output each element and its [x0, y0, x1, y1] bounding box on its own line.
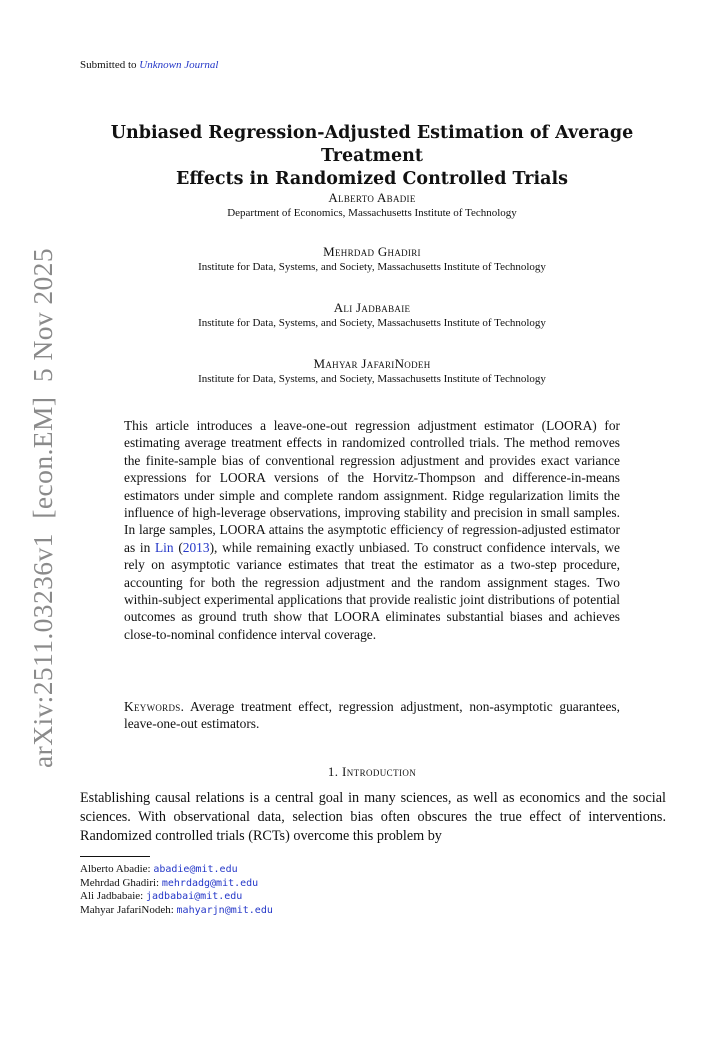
- author-footnotes: [80, 863, 273, 917]
- arxiv-id-text: arXiv:2511.03236v1 [econ.EM] 5 Nov 2025: [28, 257, 58, 768]
- footnote-line: [80, 890, 273, 904]
- submitted-prefix: Submitted to: [80, 59, 140, 71]
- footnote-name: Mahyar JafariNodeh:: [80, 903, 177, 916]
- author-affiliation: Institute for Data, Systems, and Society, Massachusetts Institute of Technology: [198, 261, 546, 273]
- author-block-1: [80, 190, 664, 220]
- author-affiliation: Institute for Data, Systems, and Society, Massachusetts Institute of Technology: [198, 373, 546, 385]
- author-name: Mahyar JafariNodeh: [313, 356, 431, 371]
- footnote-line: [80, 863, 273, 877]
- keywords-text: . Average treatment effect, regression adjustment, non-asymptotic guarantees, leave-one-out estimators.: [124, 699, 620, 732]
- keywords: [124, 698, 620, 733]
- email-link[interactable]: abadie@mit.edu: [153, 864, 238, 875]
- section-number: 1.: [327, 764, 339, 779]
- footnote-line: [80, 904, 273, 918]
- title-line-1: Unbiased Regression-Adjusted Estimation of Average Treatment: [110, 123, 634, 166]
- abstract-text-part-2: , while remaining exactly unbiased. To construct confidence intervals, we rely on asymptotic variance estimates that treat the estimator as a two-step procedure, accounting for both the regression adjustment and the random assignment stages. Two within-subject experimental applications that provide realistic joint distributions of potential outcomes as ground truth show that LOORA eliminates substantial biases and achieves close-to-nominal confidence interval coverage.: [124, 539, 620, 642]
- email-link[interactable]: mehrdadg@mit.edu: [161, 877, 259, 889]
- abstract: [124, 417, 620, 643]
- author-affiliation: Institute for Data, Systems, and Society, Massachusetts Institute of Technology: [198, 317, 546, 329]
- citation-link-author[interactable]: Lin: [155, 539, 174, 555]
- keywords-label: Keywords: [124, 699, 181, 714]
- author-name: Mehrdad Ghadiri: [323, 244, 421, 259]
- title-line-2: Effects in Randomized Controlled Trials: [176, 169, 568, 189]
- abstract-text-part-1: This article introduces a leave-one-out regression adjustment estimator (LOORA) for estimating average treatment effects in randomized controlled trials. The method removes the finite-sample bias of conventional regression adjustment and provides exact variance expressions for LOORA versions of the Horvitz-Thompson and difference-in-means estimators under simple and complete random assignment. Ridge regularization limits the influence of high-leverage observations, improving stability and precision in small samples. In large samples, LOORA attains the asymptotic efficiency of regression-adjusted estimator as in: [124, 418, 620, 555]
- submitted-header: [80, 59, 218, 71]
- paper-title: [80, 122, 664, 191]
- email-link[interactable]: mahyarjn@mit.edu: [176, 904, 273, 916]
- author-name: Ali Jadbabaie: [333, 300, 411, 315]
- section-title: Introduction: [342, 764, 417, 779]
- arxiv-identifier-stamp: [22, 248, 64, 768]
- author-block-4: [80, 356, 664, 386]
- footnote-divider: [80, 856, 150, 857]
- citation-link-year[interactable]: 2013: [182, 539, 210, 555]
- citation-close-paren: ): [209, 539, 215, 555]
- intro-paragraph: Establishing causal relations is a central goal in many sciences, as well as economics and the social sciences. With observational data, selection bias often obscures the true effect of interventions. Randomized controlled trials (RCTs) overcome this problem by: [80, 790, 666, 844]
- email-link[interactable]: jadbabai@mit.edu: [145, 891, 243, 903]
- author-name: Alberto Abadie: [328, 190, 416, 205]
- journal-link[interactable]: Unknown Journal: [139, 59, 219, 71]
- section-heading: [80, 764, 664, 780]
- footnote-name: Alberto Abadie:: [80, 863, 154, 875]
- footnote-name: Mehrdad Ghadiri:: [80, 876, 162, 889]
- footnote-name: Ali Jadbabaie:: [80, 890, 146, 903]
- author-block-3: [80, 300, 664, 330]
- footnote-line: [80, 877, 273, 891]
- citation-open-paren: (: [173, 539, 183, 555]
- author-affiliation: Department of Economics, Massachusetts Institute of Technology: [227, 207, 517, 219]
- author-block-2: [80, 244, 664, 274]
